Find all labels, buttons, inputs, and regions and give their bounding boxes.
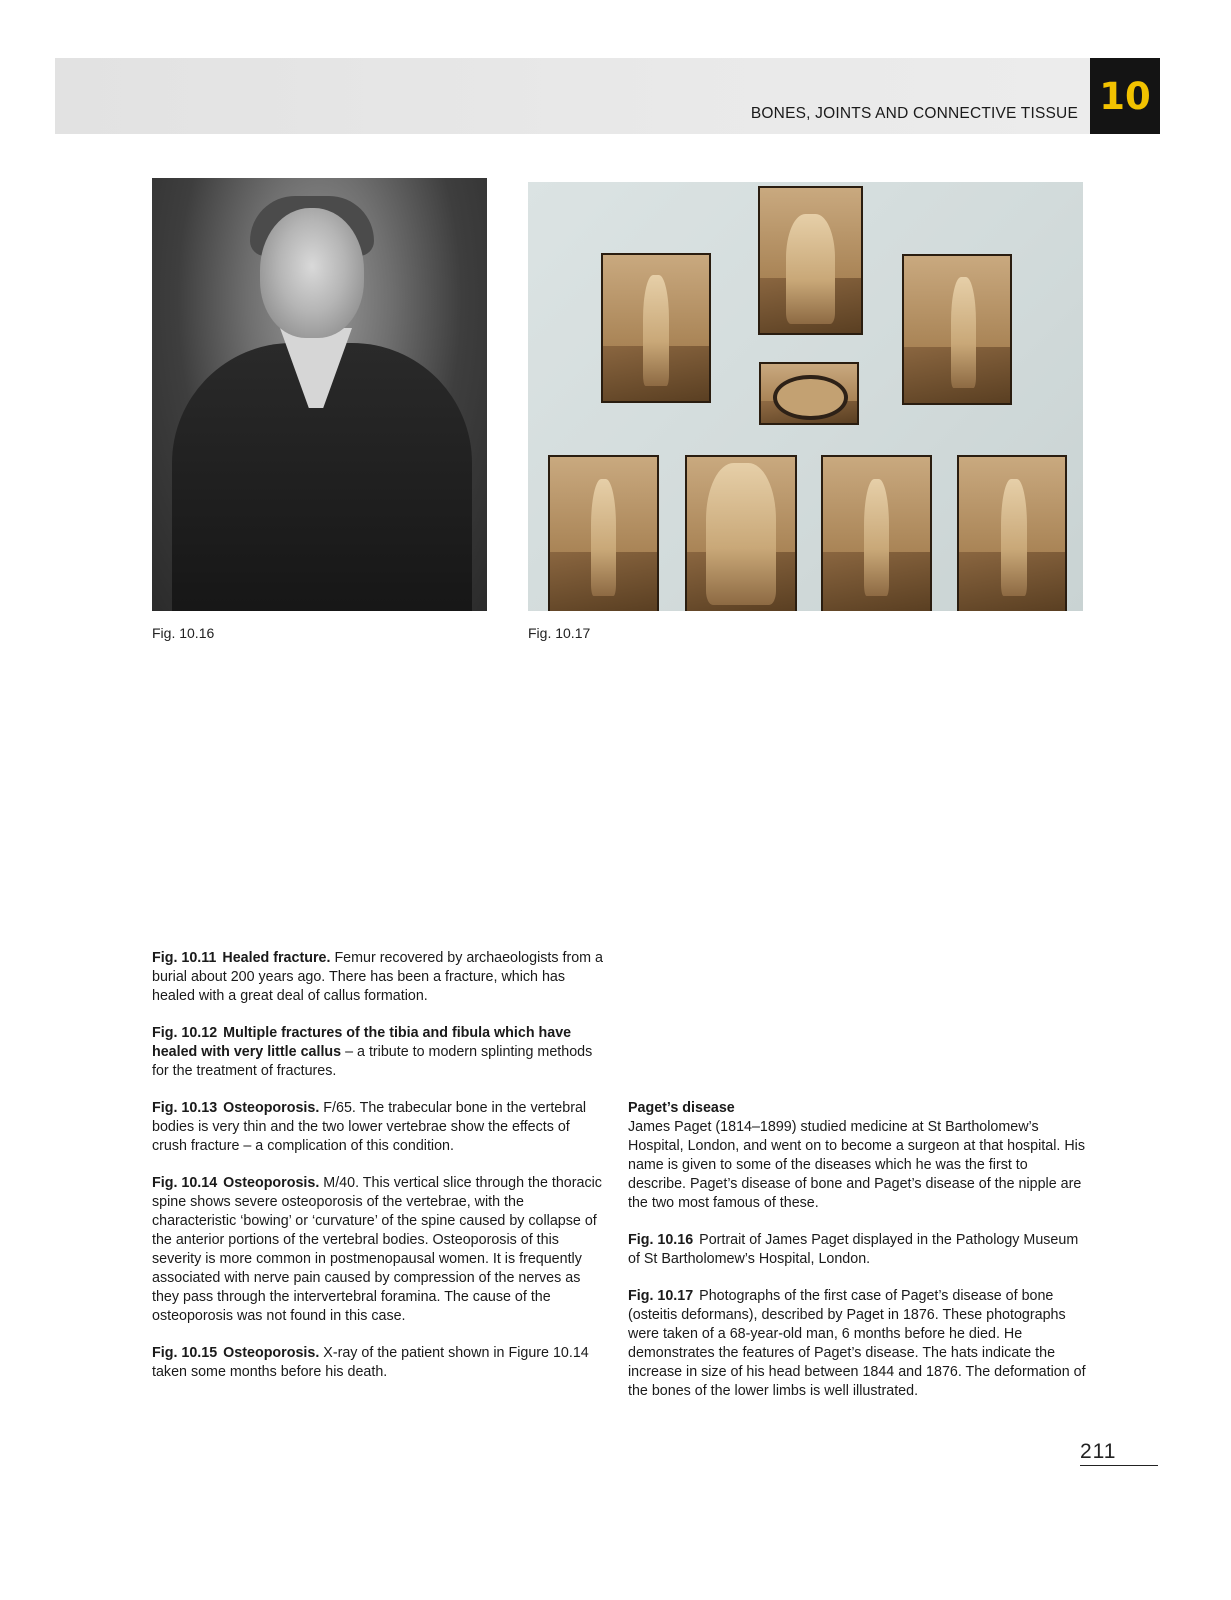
caption-fig-10-17: [628, 1287, 1088, 1401]
chapter-title: BONES, JOINTS AND CONNECTIVE TISSUE: [750, 105, 1078, 122]
caption-label: Fig. 10.16: [628, 1232, 694, 1248]
left-captions: [152, 949, 607, 1400]
caption-title: Osteoporosis.: [223, 1345, 320, 1361]
caption-fig-10-13: [152, 1099, 607, 1156]
caption-text: M/40. This vertical slice through the thoracic spine shows severe osteoporosis of the vertebrae, with the characteristic ‘bowing’ or ‘curvature’ of the spine caused by collapse of the anterior portions of the vertebral bodies. Osteoporosis of this severity is more common in postmenopausal women. It is frequently associated with nerve pain caused by compression of the nerves as they pass through the intervertebral foramina. The cause of the osteoporosis was not found in this case.: [152, 1175, 602, 1324]
caption-fig-10-15: [152, 1344, 607, 1382]
section-heading: Paget’s disease: [628, 1100, 735, 1116]
collage-print-hats: [759, 362, 859, 425]
caption-label: Fig. 10.15: [152, 1345, 218, 1361]
collage-print: [601, 253, 711, 403]
section-text: James Paget (1814–1899) studied medicine at St Bartholomew’s Hospital, London, and went on to become a surgeon at that hospital. His name is given to some of the diseases which he was the first to describe. Paget’s disease of bone and Paget’s disease of the nipple are the two most famous of these.: [628, 1119, 1085, 1211]
figure-label-portrait: Fig. 10.16: [152, 625, 215, 641]
portrait-photo: [152, 178, 487, 611]
caption-text: F/65. The trabecular bone in the vertebral bodies is very thin and the two lower vertebrae show the effects of crush fracture – a complication of this condition.: [152, 1100, 587, 1154]
collage-print: [821, 455, 932, 611]
caption-text: Photographs of the first case of Paget’s disease of bone (osteitis deformans), described by Paget in 1876. These photographs were taken of a 68-year-old man, 6 months before he died. He demonstrates the features of Paget’s disease. The hats indicate the increase in size of his head between 1844 and 1876. The deformation of the bones of the lower limbs is well illustrated.: [628, 1288, 1086, 1399]
caption-label: Fig. 10.12: [152, 1025, 218, 1041]
collage-print-legs: [685, 455, 797, 611]
caption-text: Femur recovered by archaeologists from a burial about 200 years ago. There has been a fracture, which has healed with a great deal of callus formation.: [152, 950, 604, 1004]
caption-fig-10-16: [628, 1231, 1088, 1269]
caption-label: Fig. 10.17: [628, 1288, 694, 1304]
pagets-disease-section: [628, 1099, 1088, 1213]
caption-title: Multiple fractures of the tibia and fibula which have healed with very little callus: [152, 1025, 572, 1060]
caption-text: X-ray of the patient shown in Figure 10.14 taken some months before his death.: [152, 1345, 589, 1380]
caption-fig-10-11: [152, 949, 607, 1006]
caption-title: Osteoporosis.: [223, 1100, 320, 1116]
collage-print: [902, 254, 1012, 405]
chapter-header-band: [55, 58, 1090, 134]
caption-label: Fig. 10.11: [152, 950, 217, 966]
caption-text: – a tribute to modern splinting methods for the treatment of fractures.: [152, 1044, 593, 1079]
caption-title: Healed fracture.: [222, 950, 331, 966]
collage-print-seated-man: [758, 186, 863, 335]
chapter-number-badge: 10: [1090, 58, 1160, 134]
page-number: 211: [1080, 1440, 1158, 1466]
collage-print: [957, 455, 1067, 611]
right-captions: [628, 1099, 1088, 1419]
caption-label: Fig. 10.13: [152, 1100, 218, 1116]
caption-fig-10-14: [152, 1174, 607, 1326]
caption-title: Osteoporosis.: [223, 1175, 320, 1191]
caption-text: Portrait of James Paget displayed in the Pathology Museum of St Bartholomew’s Hospital, London.: [628, 1232, 1079, 1267]
figure-label-collage: Fig. 10.17: [528, 625, 591, 641]
caption-fig-10-12: [152, 1024, 607, 1081]
photo-collage: [528, 182, 1083, 611]
caption-label: Fig. 10.14: [152, 1175, 218, 1191]
collage-print: [548, 455, 659, 611]
portrait-face: [260, 208, 364, 338]
